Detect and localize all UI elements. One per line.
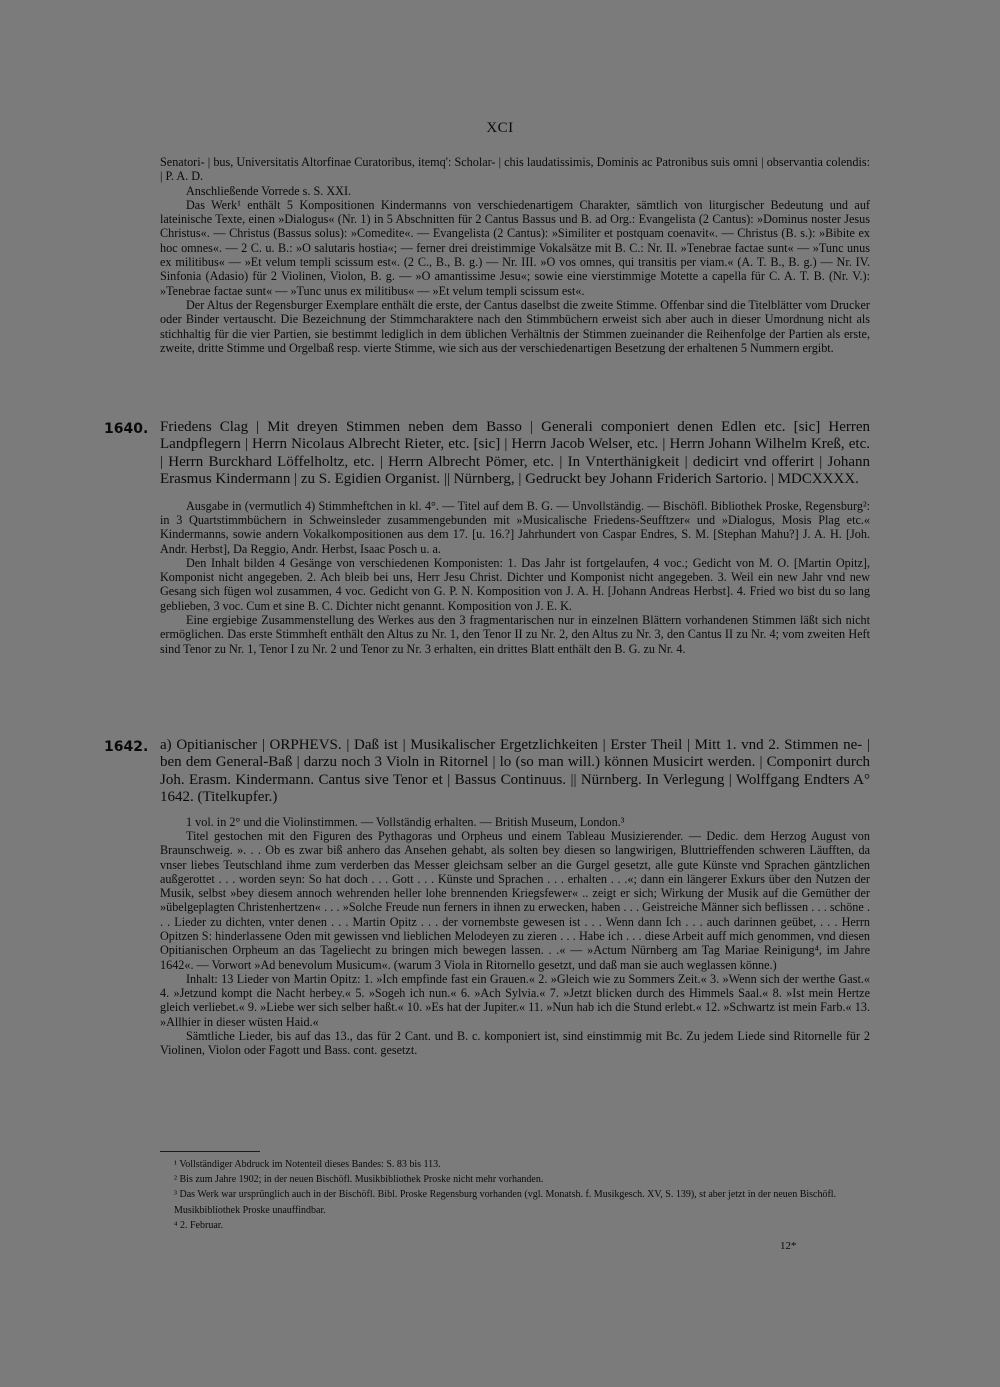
entry-1642: [160, 737, 870, 1058]
footnote-3: ³ Das Werk war ursprünglich auch in der Bischöfl. Bibl. Proske Regensburg vorhanden (vgl. Monatsh. f. Musikgesch. XV, S. 139), st aber jetzt in der neuen Bischöfl. Musikbibliothek Proske unauffindbar.: [174, 1189, 837, 1216]
entry-1640-remarks: Eine ergiebige Zusammenstellung des Werkes aus den 3 fragmentarischen nur in einzelnen Blättern vorhandenen Stimmen läßt sich nicht ermöglichen. Das erste Stimmheft enthält den Altus zu Nr. 1, den Tenor II zu Nr. 2, den Altus zu Nr. 3, den Cantus II zu Nr. 4; vom zweiten Heft sind Tenor zu Nr. 1, Tenor I zu Nr. 2 und Tenor zu Nr. 3 erhalten, ein drittes Blatt enthält den B. G. zu Nr. 4.: [160, 613, 870, 656]
entry-1640-contents: Den Inhalt bilden 4 Gesänge von verschiedenen Komponisten: 1. Das Jahr ist fortgelaufen, 4 voc.; Gedicht von M. O. [Martin Opitz], Komponist nicht angegeben. 2. Ach bleib bei uns, Herr Jesu Christ. Dichter und Komponist nicht angegeben. 3. Weil ein new Jahr vnd new Gesang sich fügen wol zusammen, 4 voc. Gedicht von G. P. N. Komposition von J. A. H. [Johann Andreas Herbst]. 4. Fried wo bist du so lang geblieben, 3 voc. Cum et sine B. C. Dichter nicht genannt. Komposition von J. E. K.: [160, 555, 870, 613]
footnotes: [160, 1157, 880, 1233]
preface-reference: Anschließende Vorrede s. S. XXI.: [186, 183, 352, 198]
entry-1642-title: a) Opitianischer | ORPHEVS. | Daß ist | Musikalischer Ergetzlichkeiten | Erster Theil | Mitt 1. vnd 2. Stimmen ne- | ben dem General-Baß | darzu noch 3 Violn in Ritornel | lo (so man will.) können Musicirt werden. | Componirt durch Joh. Erasm. Kindermann. Cantus sive Tenor et | Bassus Continuus. || Nürnberg. In Verlegung | Wolffgang Endters A° 1642. (Titelkupfer.): [160, 737, 870, 806]
entry-1642-edition: 1 vol. in 2° und die Violinstimmen. — Vollständig erhalten. — British Museum, London.³: [186, 814, 625, 829]
entry-1640: [160, 419, 870, 656]
signature-mark: 12*: [780, 1240, 797, 1252]
entry-year-1640: 1640.: [104, 421, 149, 437]
entry-year-1642: 1642.: [104, 739, 149, 755]
entry-1642-dedication: Titel gestochen mit den Figuren des Pythagoras und Orpheus und einem Tableau Musizierender. — Dedic. dem Herzog August von Braunschweig. ». . . Ob es zwar biß anhero das Ansehen gehabt, als solten bey diesen so langwirigen, Bluttrieffenden schweren Läufften, da vnser liebes Teutschland ihme zum verderben das Messer gleichsam selber an die Gurgel gesetzt, alle gute Künste vnd Sprachen gäntzlichen außgerottet . . . worden seyn: So hat doch . . . Gott . . . Künste und Sprachen . . . erhalten . . .«; dann ein längerer Exkurs über den Nutzen der Musik, selbst »bey diesem annoch wehrenden heller lohe brennenden Kriegsfewer« .. zeigt er sich; Wirkung der Musik auf die Gemüther der »übelgeplagten Christenhertzen« . . . »Solche Freude nun ferners in ihnen zu erwecken, haben . . . Geistreiche Männer sich beflissen . . . schöne . . . Lieder zu dichten, vnter denen . . . Martin Opitz . . . der vornembste gewesen ist . . . Wenn dann Ich . . . auch darinnen geübet, . . . Herrn Opitzen S: hinderlassene Oden mit gewissen vnd lieblichen Melodeyen zu zieren . . . Habe ich . . . diese Arbeit auff mich genommen, vnd diesen Opitianischen Orpheum an das Tageliecht zu bringen mich bewegen lassen. . .« — »Actum Nürnberg am Tag Mariae Reinigung⁴, im Jahre 1642«. — Vorwort »Ad benevolum Musicum«. (warum 3 Viola in Ritornello gesetzt, und daß man sie auch weglassen könne.): [160, 828, 870, 972]
entry-1640-edition: Ausgabe in (vermutlich 4) Stimmheftchen in kl. 4°. — Titel auf dem B. G. — Unvollständig. — Bischöfl. Bibliothek Proske, Regensburg²: in 3 Quartstimmbüchern in Schweinsleder zusammengebunden mit »Musicalische Friedens-Seufftzer« und »Dialogus, Mosis Plag etc.« Kindermanns, sowie andern Vokalkompositionen aus dem 17. [u. 16.?] Jahrhundert von Caspar Endres, S. M. [Stephan Mahu?] J. A. H. [Joh. Andr. Herbst], Da Reggio, Andr. Herbst, Isaac Posch u. a.: [160, 498, 870, 556]
altus-note: Der Altus der Regensburger Exemplare enthält die erste, der Cantus daselbst die zweite Stimme. Offenbar sind die Titelblätter vom Drucker oder Binder vertauscht. Die Bezeichnung der Stimmcharaktere nach den Stimmbüchern erweist sich aber auch in dieser Umordnung nicht als stichhaltig für die vier Partien, sie bestimmt lediglich in dem üblichen Verhältnis der Stimmen zueinander die Reihenfolge der Partien als erste, zweite, dritte Stimme und Orgelbaß resp. vierte Stimme, wie sich aus der verschiedenartigen Besetzung der erhaltenen 5 Nummern ergibt.: [160, 297, 870, 355]
entry-1640-title: Friedens Clag | Mit dreyen Stimmen neben dem Basso | Generali componiert denen Edlen etc. [sic] Herren Landpflegern | Herrn Nicolaus Albrecht Rieter, etc. [sic] | Herrn Jacob Welser, etc. | Herrn Johann Wilhelm Kreß, etc. | Herrn Burckhard Löffelholtz, etc. | Herrn Albrecht Pömer, etc. | In Vnterthänigkeit | dedicirt vnd offerirt | Johann Erasmus Kindermann | zu S. Egidien Organist. || Nürnberg, | Gedruckt bey Johann Friderich Sartorio. | MDCXXXX.: [160, 419, 870, 488]
intro-section: [160, 155, 870, 355]
footnote-1: ¹ Vollständiger Abdruck im Notenteil dieses Bandes: S. 83 bis 113.: [174, 1159, 441, 1170]
footnote-2: ² Bis zum Jahre 1902; in der neuen Bischöfl. Musikbibliothek Proske nicht mehr vorhanden.: [174, 1174, 544, 1186]
entry-1642-remarks: Sämtliche Lieder, bis auf das 13., das für 2 Cant. und B. c. komponiert ist, sind einstimmig mit Bc. Zu jedem Liede sind Ritornelle für 2 Violinen, Violon oder Fagott und Bass. cont. gesetzt.: [160, 1029, 870, 1058]
entry-1642-contents: Inhalt: 13 Lieder von Martin Opitz: 1. »Ich empfinde fast ein Grauen.« 2. »Gleich wie zu Sommers Zeit.« 3. »Wenn sich der werthe Gast.« 4. »Jetzund kompt die Nacht herbey.« 5. »Sogeh ich nun.« 6. »Ach Sylvia.« 7. »Jetzt blicken durch des Himmels Saal.« 8. »Ist mein Hertze gleich verliebet.« 9. »Liebe wer sich selber haßt.« 10. »Es hat der Jupiter.« 11. »Nun hab ich die Stund erlebt.« 12. »Schwartz ist mein Farb.« 13. »Allhier in dieser wüsten Haid.«: [160, 971, 870, 1029]
dedication-text: Senatori- | bus, Universitatis Altorfinae Curatoribus, itemq': Scholar- | chis laudatissimis, Dominis ac Patronibus suis omni | observantia colendis: | P. A. D.: [160, 155, 870, 184]
footnote-4: ⁴ 2. Februar.: [174, 1219, 224, 1231]
page-number: XCI: [486, 120, 514, 136]
footnote-divider: [160, 1151, 260, 1152]
work-description: Das Werk¹ enthält 5 Kompositionen Kindermanns von verschiedenartigem Charakter, sämtlich von liturgischer Bedeutung und auf lateinische Texte, einen »Dialogus« (Nr. 1) in 5 Abschnitten für 2 Cantus Bassus und B. ad Org.: Evangelista (2 Cantus): »Dominus noster Jesus Christus«. — Christus (Bassus solus): »Comedite«. — Evangelista (2 Cantus): »Similiter et postquam coenavit«. — Christus (B. s.): »Bibite ex hoc omnes«. — 2 C. u. B.: »O salutaris hostia«; — ferner drei dreistimmige Vokalsätze mit B. C.: Nr. II. »Tenebrae factae sunt« — »Tunc unus ex militibus« — »Et velum templi scissum est«. (2 C., B., B. g.) — Nr. III. »O vos omnes, qui transitis per viam.« (A. T. B., B. g.) — Nr. IV. Sinfonia (Adasio) für 2 Violinen, Violon, B. g. — »O amantissime Jesu«; sowie eine vierstimmige Motette a capella für C. A. T. B. (Nr. V.): »Tenebrae factae sunt« — »Tunc unus ex militibus« — »Et velum templi scissum est«.: [160, 197, 870, 298]
